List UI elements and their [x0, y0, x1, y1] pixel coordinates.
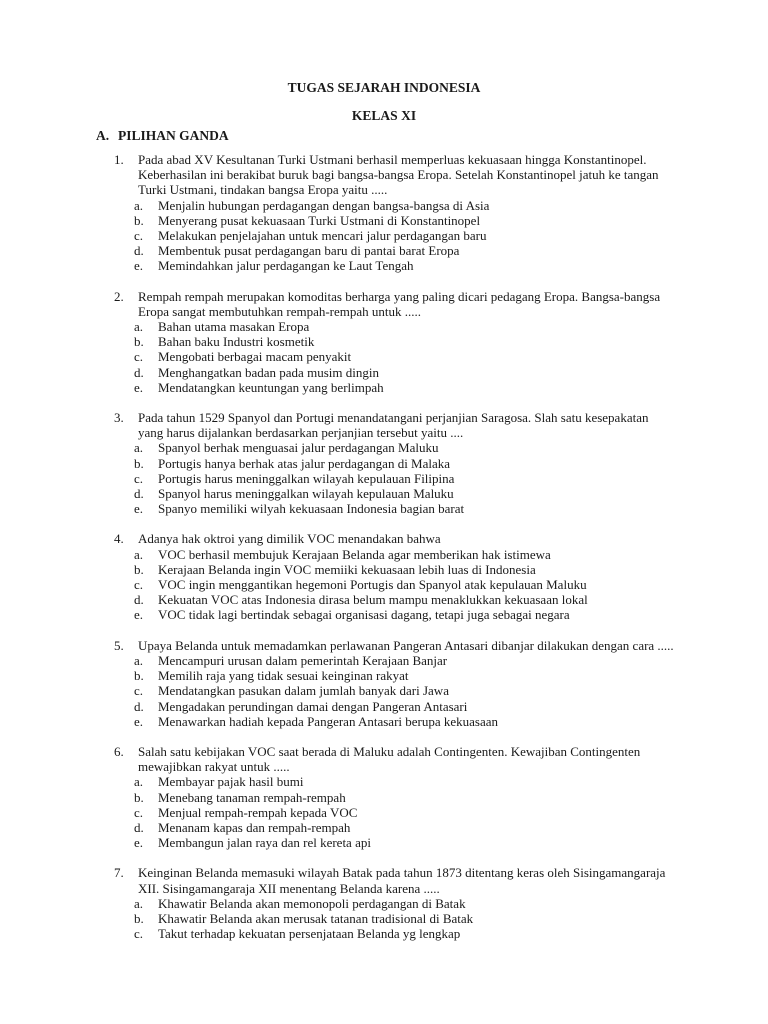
option-text: VOC ingin menggantikan hegemoni Portugis dan Spanyol atak kepulauan Maluku	[158, 577, 587, 593]
question-number: 2.	[114, 288, 124, 304]
option-letter: a.	[134, 774, 144, 790]
option-text: VOC berhasil membujuk Kerajaan Belanda agar memberikan hak istimewa	[158, 546, 551, 562]
option-list	[134, 653, 674, 729]
option-list	[134, 774, 674, 850]
option-text: Mengobati berbagai macam penyakit	[158, 349, 352, 365]
option-text: Spanyol harus meninggalkan wilayah kepulauan Maluku	[158, 486, 454, 502]
option-list	[134, 319, 674, 395]
option-list	[134, 440, 674, 516]
option-letter: e.	[134, 713, 144, 729]
option-letter: a.	[134, 652, 144, 668]
option-letter: c.	[134, 470, 144, 486]
option-letter: d.	[134, 364, 144, 380]
question-item	[114, 152, 674, 274]
answer-option	[134, 714, 674, 729]
option-text: Menawarkan hadiah kepada Pangeran Antasari berupa kekuasaan	[158, 713, 499, 729]
question-item	[114, 865, 674, 941]
answer-option	[134, 349, 674, 364]
option-letter: c.	[134, 683, 144, 699]
question-stem	[114, 289, 674, 319]
section-letter: A.	[96, 128, 110, 143]
question-text: Pada abad XV Kesultanan Turki Ustmani berhasil memperluas kekuasaan hingga Konstantinopel. Keberhasilan ini berakibat buruk bagi bangsa-bangsa Eropa. Setelah Konstantinopel jatuh ke tangan Turki Ustmani, tindakan bangsa Eropa yaitu .....	[138, 152, 659, 198]
option-text: Bahan baku Industri kosmetik	[158, 334, 315, 350]
option-text: VOC tidak lagi bertindak sebagai organisasi dagang, tetapi juga sebagai negara	[158, 607, 570, 623]
question-item	[114, 410, 674, 516]
option-text: Membentuk pusat perdagangan baru di pantai barat Eropa	[158, 243, 460, 259]
option-letter: d.	[134, 819, 144, 835]
answer-option	[134, 653, 674, 668]
question-stem	[114, 531, 674, 546]
answer-option	[134, 334, 674, 349]
option-text: Menghangatkan badan pada musim dingin	[158, 364, 379, 380]
option-text: Memindahkan jalur perdagangan ke Laut Tengah	[158, 258, 414, 274]
question-text: Pada tahun 1529 Spanyol dan Portugi menandatangani perjanjian Saragosa. Slah satu kesepakatan yang harus dijalankan berdasarkan perjanjian tersebut yaitu ....	[138, 410, 649, 441]
question-item	[114, 638, 674, 729]
question-number: 4.	[114, 531, 124, 547]
option-list	[134, 547, 674, 623]
option-letter: e.	[134, 258, 144, 274]
option-letter: b.	[134, 455, 144, 471]
option-letter: c.	[134, 349, 144, 365]
option-letter: b.	[134, 561, 144, 577]
question-item	[114, 289, 674, 395]
option-list	[134, 198, 674, 274]
option-letter: e.	[134, 501, 144, 517]
option-letter: d.	[134, 243, 144, 259]
question-number: 1.	[114, 152, 124, 167]
answer-option	[134, 896, 674, 911]
question-number: 3.	[114, 410, 124, 426]
answer-option	[134, 926, 674, 941]
option-text: Menanam kapas dan rempah-rempah	[158, 819, 351, 835]
question-item	[114, 744, 674, 850]
answer-option	[134, 380, 674, 395]
option-letter: e.	[134, 607, 144, 623]
option-text: Spanyo memiliki wilyah kekuasaan Indonesia bagian barat	[158, 501, 465, 517]
option-letter: a.	[134, 440, 144, 456]
class-label: KELAS XI	[351, 108, 417, 123]
question-stem	[114, 410, 674, 440]
option-letter: a.	[134, 546, 144, 562]
option-text: Khawatir Belanda akan memonopoli perdagangan di Batak	[158, 895, 466, 911]
option-text: Memilih raja yang tidak sesuai keinginan rakyat	[158, 668, 409, 684]
question-number: 6.	[114, 743, 124, 759]
question-list	[114, 152, 674, 956]
answer-option	[134, 243, 674, 258]
answer-option	[134, 577, 674, 592]
answer-option	[134, 198, 674, 213]
question-stem	[114, 865, 674, 895]
section-title: PILIHAN GANDA	[118, 128, 229, 143]
option-text: Mencampuri urusan dalam pemerintah Kerajaan Banjar	[158, 652, 448, 668]
answer-option	[134, 440, 674, 455]
answer-option	[134, 319, 674, 334]
question-stem	[114, 152, 674, 198]
answer-option	[134, 258, 674, 273]
option-letter: d.	[134, 592, 144, 608]
option-text: Khawatir Belanda akan merusak tatanan tradisional di Batak	[158, 910, 474, 926]
answer-option	[134, 683, 674, 698]
question-text: Rempah rempah merupakan komoditas berharga yang paling dicari pedagang Eropa. Bangsa-bangsa Eropa sangat membutuhkan rempah-rempah untuk .....	[138, 288, 661, 319]
answer-option	[134, 774, 674, 789]
question-text: Upaya Belanda untuk memadamkan perlawanan Pangeran Antasari dibanjar dilakukan dengan cara .....	[138, 637, 674, 653]
option-letter: b.	[134, 334, 144, 350]
option-letter: b.	[134, 212, 144, 228]
answer-option	[134, 365, 674, 380]
option-text: Mendatangkan pasukan dalam jumlah banyak dari Jawa	[158, 683, 449, 699]
answer-option	[134, 607, 674, 622]
option-letter: a.	[134, 319, 144, 335]
answer-option	[134, 805, 674, 820]
answer-option	[134, 592, 674, 607]
answer-option	[134, 911, 674, 926]
option-letter: a.	[134, 197, 144, 213]
option-text: Mengadakan perundingan damai dengan Pangeran Antasari	[158, 698, 468, 714]
answer-option	[134, 790, 674, 805]
answer-option	[134, 699, 674, 714]
option-list	[134, 896, 674, 942]
question-text: Salah satu kebijakan VOC saat berada di Maluku adalah Contingenten. Kewajiban Contingenten mewajibkan rakyat untuk .....	[138, 743, 641, 775]
answer-option	[134, 456, 674, 471]
option-text: Menyerang pusat kekuasaan Turki Ustmani di Konstantinopel	[158, 212, 481, 228]
option-text: Bahan utama masakan Eropa	[158, 319, 310, 335]
question-number: 5.	[114, 637, 124, 653]
answer-option	[134, 668, 674, 683]
option-text: Takut terhadap kekuatan persenjataan Belanda yg lengkap	[158, 926, 461, 942]
option-letter: c.	[134, 577, 144, 593]
answer-option	[134, 228, 674, 243]
option-letter: c.	[134, 228, 144, 244]
option-letter: c.	[134, 804, 144, 820]
option-text: Mendatangkan keuntungan yang berlimpah	[158, 379, 384, 395]
section-heading	[96, 128, 229, 144]
option-letter: d.	[134, 698, 144, 714]
question-text: Keinginan Belanda memasuki wilayah Batak pada tahun 1873 ditentang keras oleh Sisingamangaraja XII. Sisingamangaraja XII menentang Belanda karena .....	[138, 865, 666, 896]
option-text: Kerajaan Belanda ingin VOC memiiki kekuasaan lebih luas di Indonesia	[158, 561, 536, 577]
option-text: Membangun jalan raya dan rel kereta api	[158, 835, 371, 851]
answer-option	[134, 486, 674, 501]
answer-option	[134, 501, 674, 516]
option-text: Melakukan penjelajahan untuk mencari jalur perdagangan baru	[158, 228, 487, 244]
option-text: Spanyol berhak menguasai jalur perdagangan Maluku	[158, 440, 439, 456]
answer-option	[134, 213, 674, 228]
option-letter: d.	[134, 486, 144, 502]
option-letter: b.	[134, 668, 144, 684]
option-letter: a.	[134, 895, 144, 911]
option-text: Portugis harus meninggalkan wilayah kepulauan Filipina	[158, 470, 455, 486]
document-title: TUGAS SEJARAH INDONESIA	[287, 80, 481, 95]
answer-option	[134, 835, 674, 850]
option-text: Membayar pajak hasil bumi	[158, 774, 304, 790]
answer-option	[134, 471, 674, 486]
option-text: Menjual rempah-rempah kepada VOC	[158, 804, 358, 820]
option-text: Menebang tanaman rempah-rempah	[158, 789, 346, 805]
option-letter: c.	[134, 926, 144, 942]
option-text: Portugis hanya berhak atas jalur perdagangan di Malaka	[158, 455, 451, 471]
question-text: Adanya hak oktroi yang dimilik VOC menandakan bahwa	[138, 531, 441, 547]
answer-option	[134, 820, 674, 835]
question-stem	[114, 744, 674, 774]
option-text: Kekuatan VOC atas Indonesia dirasa belum mampu menaklukkan kekuasaan lokal	[158, 592, 588, 608]
question-stem	[114, 638, 674, 653]
option-letter: b.	[134, 789, 144, 805]
answer-option	[134, 547, 674, 562]
option-letter: b.	[134, 910, 144, 926]
option-letter: e.	[134, 379, 144, 395]
question-number: 7.	[114, 865, 124, 881]
option-letter: e.	[134, 835, 144, 851]
question-item	[114, 531, 674, 622]
option-text: Menjalin hubungan perdagangan dengan bangsa-bangsa di Asia	[158, 197, 490, 213]
answer-option	[134, 562, 674, 577]
